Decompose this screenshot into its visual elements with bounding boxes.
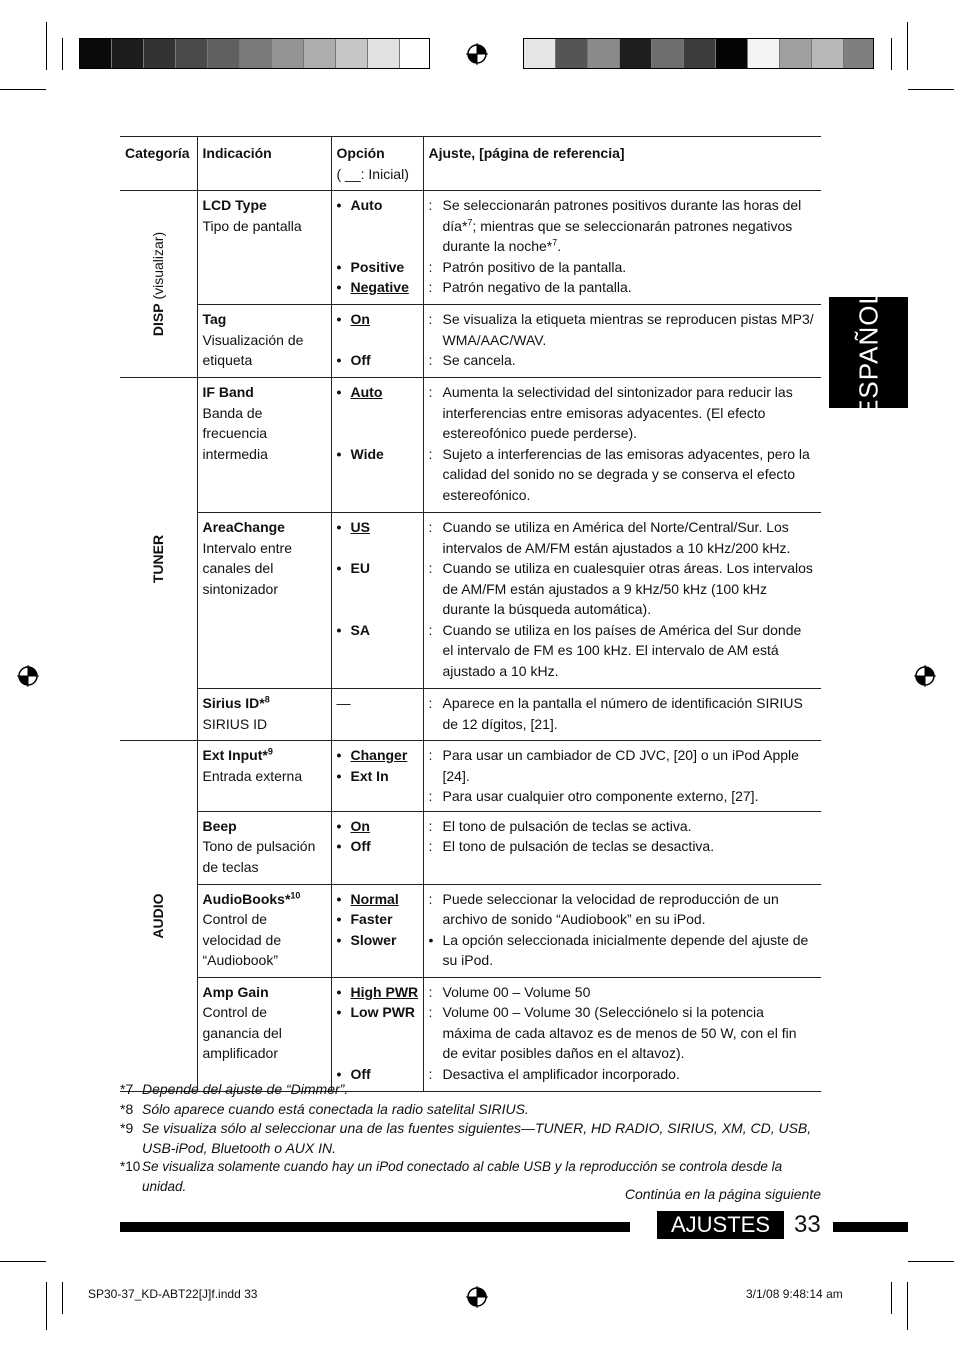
category-audio-label: AUDIO [150,893,166,939]
indication-if-band: IF Band Banda de frecuencia intermedia [197,378,331,513]
color-bar-left [79,38,430,69]
options-amp-gain [331,977,423,1091]
header-option-note: ( __: Inicial) [336,165,409,182]
category-disp [120,191,197,378]
option-off[interactable]: • Off [336,838,371,854]
language-label: ESPAÑOL [853,288,883,417]
options-audiobooks [331,884,423,977]
option-positive[interactable]: • Positive [336,258,405,275]
table-row [120,689,821,741]
crop-mark-tl-v [46,22,47,70]
option-auto[interactable]: • Auto [336,384,383,400]
file-slug: SP30-37_KD-ABT22[J]f.indd 33 [88,1287,258,1301]
crop-mark-tr-v [907,22,908,70]
option-ext-in[interactable]: • Ext In [336,767,389,784]
table-row [120,378,821,513]
registration-mark-right [913,664,937,688]
language-side-tab [829,288,908,417]
continue-note: Continúa en la página siguiente [624,1186,821,1202]
option-us[interactable]: • US [336,519,370,535]
settings-table [120,136,821,1092]
footnote-8: *8 Sólo aparece cuando está conectada la radio satelital SIRIUS. [120,1101,529,1117]
registration-mark-left [16,664,40,688]
crop-mark-br-v [907,1282,908,1330]
indication-audiobooks: AudioBooks*$^{10}$ Control de velocidad de “Audiobook” [197,884,331,977]
setting-area-change: : Cuando se utiliza en América del Norte/Central/Sur. Los intervalos de AM/FM están ajustados a 10 kHz/200 kHz. : Cuando se utiliza en cualesquier otras áreas. Los intervalos de AM/FM están ajustados a 9 kHz/50 kHz (100 kHz durante la búsqueda automática). : Cuando se utiliza en los países de América del Sur donde el intervalo de FM es 100 kHz. El intervalo de AM está ajustado a 10 kHz. [423,513,821,689]
options-area-change [331,513,423,689]
crop-mark-tl-v2 [62,38,63,70]
options-sirius-id: — [331,689,423,741]
header-option-label: Opción [336,145,385,161]
setting-lcd-type: : Se seleccionarán patrones positivos durante las horas del día*$^7$; mientras que se seleccionarán patrones negativos durante la noche*$^7$. : Patrón positivo de la pantalla. : Patrón negativo de la pantalla. [423,191,821,305]
registration-mark-bottom [465,1285,489,1309]
section-title: AJUSTES [657,1211,784,1239]
option-negative[interactable]: • Negative [336,279,409,295]
table-row [120,741,821,812]
indication-sirius-id: Sirius ID*$^8$ SIRIUS ID [197,689,331,741]
option-wide[interactable]: • Wide [336,445,384,462]
color-bar-right [523,38,874,69]
crop-mark-tr-v2 [891,38,892,70]
crop-mark-br-h [908,1261,954,1262]
category-tuner [120,378,197,741]
setting-if-band: : Aumenta la selectividad del sintonizador para reducir las interferencias entre emisoras adyacentes. (El efecto estereofónico puede perderse). : Sujeto a interferencias de las emisoras adyacentes, pero la calidad del sonido no se degrada y se conserva el efecto estereofónico. [423,378,821,513]
crop-mark-br-v2 [891,1282,892,1314]
table-header-row [120,137,821,191]
table-row [120,513,821,689]
option-slower[interactable]: • Slower [336,931,397,948]
option-eu[interactable]: • EU [336,560,370,576]
category-audio [120,741,197,1092]
date-slug: 3/1/08 9:48:14 am [746,1287,843,1301]
header-setting: Ajuste, [página de referencia] [423,137,821,191]
options-tag [331,305,423,378]
table-row [120,305,821,378]
table-row [120,191,821,305]
option-sa[interactable]: • SA [336,621,370,638]
option-off[interactable]: • Off [336,352,371,368]
setting-beep: : El tono de pulsación de teclas se activa. : El tono de pulsación de teclas se desactiva. [423,811,821,884]
options-lcd-type [331,191,423,305]
table-row [120,884,821,977]
setting-amp-gain: : Volume 00 – Volume 50 : Volume 00 – Volume 30 (Selecciónelo si la potencia máxima de cada altavoz es de menos de 50 W, con el fin de evitar posibles daños en el altavoz). : Desactiva el amplificador incorporado. [423,977,821,1091]
setting-tag: : Se visualiza la etiqueta mientras se reproducen pistas MP3/ WMA/AAC/WAV. : Se cancela. [423,305,821,378]
header-indication: Indicación [197,137,331,191]
header-option [331,137,423,191]
indication-area-change: AreaChange Intervalo entre canales del sintonizador [197,513,331,689]
setting-sirius-id: : Aparece en la pantalla el número de identificación SIRIUS de 12 dígitos, [21]. [423,689,821,741]
page-number: 33 [794,1211,821,1238]
category-tuner-label: TUNER [150,534,166,584]
crop-mark-bl-h [0,1261,46,1262]
options-beep [331,811,423,884]
footnote-9: *9 Se visualiza sólo al seleccionar una de las fuentes siguientes—TUNER, HD RADIO, SIRIUS, XM, CD, USB, USB-iPod, Bluetooth o AUX IN. [120,1120,812,1156]
indication-ext-input: Ext Input*$^9$ Entrada externa [197,741,331,812]
options-if-band [331,378,423,513]
header-category: Categoría [120,137,197,191]
option-low-pwr[interactable]: • Low PWR [336,1004,416,1020]
indication-beep: Beep Tono de pulsación de teclas [197,811,331,884]
setting-audiobooks: : Puede seleccionar la velocidad de reproducción de un archivo de sonido “Audiobook” en su iPod. • La opción seleccionada inicialmente depende del ajuste de su iPod. [423,884,821,977]
options-ext-input [331,741,423,812]
footer-bar-right [833,1222,908,1232]
table-row [120,811,821,884]
option-on[interactable]: • On [336,311,370,327]
crop-mark-tr-h [908,89,954,90]
registration-mark-top [465,42,489,66]
crop-mark-bl-v [46,1282,47,1330]
option-high-pwr[interactable]: • High PWR [336,983,419,1000]
indication-amp-gain: Amp Gain Control de ganancia del amplificador [197,977,331,1091]
option-auto[interactable]: • Auto [336,197,383,213]
crop-mark-tl-h [0,89,46,90]
footer-bar-left [120,1222,630,1232]
option-faster[interactable]: • Faster [336,911,393,927]
option-changer[interactable]: • Changer [336,747,408,763]
category-disp-label: DISP (visualizar) [150,231,166,337]
option-off[interactable]: • Off [336,1065,371,1082]
table-row [120,977,821,1091]
crop-mark-bl-v2 [62,1282,63,1314]
indication-lcd-type: LCD Type Tipo de pantalla [197,191,331,305]
option-on[interactable]: • On [336,817,370,834]
setting-ext-input: : Para usar un cambiador de CD JVC, [20] o un iPod Apple [24]. : Para usar cualquier otro componente externo, [27]. [423,741,821,812]
footnote-10: *10 Se visualiza solamente cuando hay un iPod conectado al cable USB y la reproducción se controla desde la unidad. [120,1159,783,1194]
option-normal[interactable]: • Normal [336,890,399,907]
footnote-7: *7 Depende del ajuste de “Dimmer”. [120,1081,349,1097]
indication-tag: Tag Visualización de etiqueta [197,305,331,378]
